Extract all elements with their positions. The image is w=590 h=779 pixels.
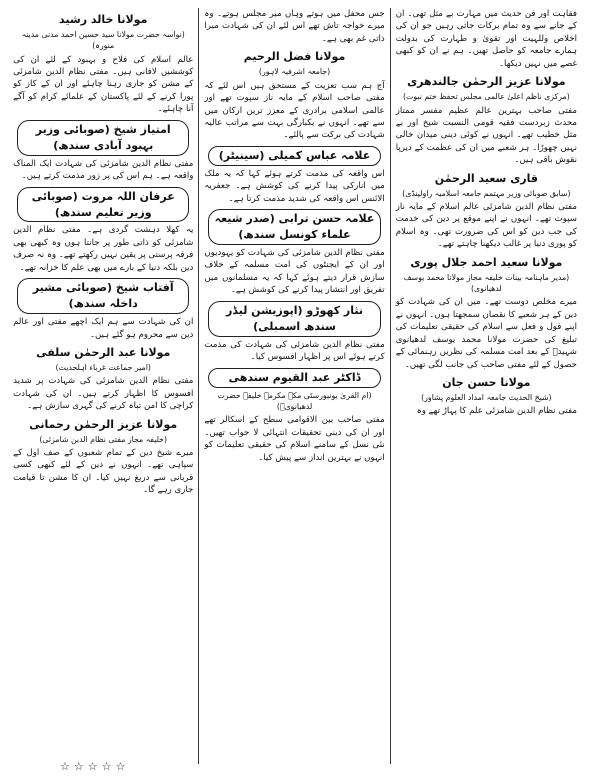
statement-heading: ڈاکٹر عبد القیوم سندھی [208, 368, 380, 388]
columns-container [8, 8, 582, 764]
statement-heading: مولانا خالد رشید [59, 13, 148, 26]
statement-heading: علامہ حسن ترابی (صدر شیعہ علماء کونسل سندھ) [208, 209, 380, 245]
statement-text: عالم اسلام کی فلاح و بہبود کے لئے ان کی کوششیں لافانی ہیں۔ مفتی نظام الدین شامزئی کے مشن کو جاری رہنا چاہئے اور ان کے کاز کو پورا کرنے کے لئے پاکستان کے علمائے کرام کو آگے آنا چاہئے۔ [13, 54, 194, 115]
statement-text: ان کی شہادت سے ہم ایک اچھے مفتی اور عالم دین سے محروم ہو گئے ہیں۔ [13, 317, 194, 340]
statement-heading: مولانا سعید احمد جلال پوری [410, 255, 563, 269]
column-left [8, 8, 199, 764]
statement-text: جس محفل میں ہوتے وہاں میر مجلس ہوتے۔ وہ میرے خواجہ تاش تھے اس لئے ان کی شہادت میرا ذاتی غم بھی ہے۔ [204, 9, 385, 44]
statement-text: مفتی نظام الدین شامزئی عالم اسلام کے مایہ ناز سپوت تھے۔ انہوں نے اپنے موقع پر دین کی خدمت کی جب دین کو اس کی ضرورت تھی۔ وہ اسلام کو پوری دنیا پر غالب دیکھنا چاہتے تھے۔ [395, 202, 577, 250]
speaker-designation: (مرکزی ناظم اعلیٰ عالمی مجلس تحفظ ختم نبوت) [402, 92, 570, 102]
speaker-designation: (جامعہ اشرفیہ لاہور) [258, 67, 331, 77]
statement-text: میرے شیخ دین کے تمام شعبوں کے صف اول کے سپاہی تھے۔ انہوں نے دین کے لئے کبھی کسی قربانی سے دریغ نہیں کیا۔ ان کا مشن تا قیامت جاری رہے گا۔ [13, 447, 194, 496]
statement-heading: علامہ عباس کمیلی (سینیٹر) [208, 146, 380, 166]
speaker-designation: (امیر جماعت غرباء اہلحدیث) [55, 362, 151, 372]
speaker-designation: (نواسہ حضرت مولانا سید حسین احمد مدنی مدینہ منورہ) [21, 29, 185, 51]
speaker-designation: (مدیر ماہنامہ بینات خلیفہ مجاز مولانا محمد یوسف لدھیانوی) [403, 272, 570, 294]
statement-text: مفتی صاحب بہترین عالم عظیم مفسر ممتاز محدث زبردست فقیہ قومی النسبت شیخ اور بے مثل خطیب تھے۔ انہوں نے کوئی دینی میدان خالی نہیں چھوڑا۔ ہر شعبے میں ان کی عظمت کے دیرپا نقوش باقی ہیں۔ [395, 105, 577, 166]
statement-heading: عرفان اللہ مروت (صوبائی وزیر تعلیم سندھ) [17, 187, 189, 223]
statement-text: آج ہم سب تعزیت کے مستحق ہیں اس لئے کہ مفتی صاحب اسلام کے مایہ ناز سپوت تھے اور عالمی اسلامی برادری کے معزز ترین ارکان میں سے تھے۔ انہوں نے یکبارگی بہت سے مراتب عالیہ شہادت کی برکت سے پالئے۔ [204, 80, 385, 141]
speaker-designation: (سابق صوبائی وزیر مہتمم جامعہ اسلامیہ راولپنڈی) [402, 188, 571, 198]
statement-text: مفتی نظام الدین شامزئی علم کا پہاڑ تھے وہ [416, 406, 577, 417]
statement-heading: مولانا فضل الرحیم [243, 50, 346, 64]
statement-text: میرے مخلص دوست تھے۔ میں ان کی شہادت کو دین کے ہر شعبے کا نقصان سمجھتا ہوں۔ انہوں نے اپنے قول و فعل سے اسلام کی حقیقی تعلیمات کی تبلیغ کی حضرت مولانا محمد یوسف لدھیانوی شہیدؒ کے بعد امت مسلمہ کی نظریں رہنمائی کے حصول کے لئے مفتی صاحب کی جانب لگی تھیں۔ [395, 297, 577, 370]
statement-heading: نثار کھوڑو (اپوزیشن لیڈر سندھ اسمبلی) [208, 301, 380, 337]
speaker-designation: (شیخ الحدیث جامعہ امداد العلوم پشاور) [421, 393, 552, 402]
statement-text: مفتی صاحب بین الاقوامی سطح کے اسکالر تھے اور ان کی دینی تحقیقات انتہائی لا جواب تھیں۔ نئی نسل کے سامنے اسلام کی حقیقی تعلیمات کو انہوں نے بہترین انداز سے پیش کیا۔ [204, 415, 385, 463]
statement-text: مفتی نظام الدین شامزئی کی شہادت کی مذمت کرتے ہوئے اس پر اظہار افسوس کیا۔ [204, 339, 385, 363]
statement-heading: مولانا عبد الرحمٰن سلفی [36, 346, 171, 360]
speaker-designation: (ام القریٰ یونیورسٹی مکہ مکرمہ خلیفہ حضرت لدھیانویؒ) [217, 390, 372, 411]
statement-heading: مولانا عزیز الرحمٰن رحمانی [29, 417, 178, 431]
statement-heading: امتیاز شیخ (صوبائی وزیر بہبود آبادی سندھ) [17, 120, 189, 156]
statement-text: فقاہت اور فن حدیث میں مہارت بے مثل تھی۔ ان کے جانے سے وہ تمام برکات جاتی رہیں جو ان کی اخلاص وللہیت اور تقویٰ و طہارت کی بدولت ہمارے جامعہ کو حاصل تھیں۔ ہم نے ان کو کبھی غصے میں نہیں دیکھا۔ [395, 9, 577, 69]
statement-text: یہ کھلا دہشت گردی ہے۔ مفتی نظام الدین شامزئی کو ذاتی طور پر جانتا ہوں وہ کبھی بھی فرقہ پرستی پر یقین نہیں رکھتے تھے۔ وہ نہ صرف دین بلکہ دنیا کے بارے میں بھی علم کا خزانہ تھے۔ [13, 225, 194, 273]
speaker-designation: (خلیفہ مجاز مفتی نظام الدین شامزئی) [39, 434, 168, 444]
statement-heading: قاری سعید الرحمٰن [434, 171, 538, 185]
statement-text: مفتی نظام الدین شامزئی کی شہادت کو یہودیوں اور ان کے ایجنٹوں کی امت مسلمہ کے خلاف سازش قرار دیتے ہوئے کہا کہ یہ مسلمانوں میں تفریق اور انتشار پیدا کرنے کی کوشش ہے۔ [204, 248, 385, 296]
column-middle [199, 8, 390, 764]
statement-heading: مولانا عزیز الرحمٰن جالندھری [407, 75, 566, 89]
statement-text: مفتی نظام الدین شامزئی کی شہادت ایک المناک واقعہ ہے۔ ہم اس کی پر زور مذمت کرتے ہیں۔ [13, 158, 194, 182]
column-right [391, 8, 582, 764]
statement-text: اس واقعہ کی مذمت کرتے ہوئے کہا کہ یہ ملک میں انارکی پیدا کرنے کی کوشش ہے۔ جعفریہ الائنس اس واقعہ کی شدید مذمت کرتا ہے۔ [204, 168, 385, 204]
statement-heading: مولانا حسن جان [442, 376, 531, 390]
statement-heading: آفتاب شیخ (صوبائی مشیر داخلہ سندھ) [17, 278, 189, 314]
footer-stars: ☆☆☆☆☆ [60, 760, 130, 773]
statement-text: مفتی نظام الدین شامزئی کی شہادت پر شدید افسوس کا اظہار کرتے ہیں۔ ان کی شہادت کراچی کا امن تباہ کرنے کی گہری سازش ہے۔ [13, 376, 194, 412]
